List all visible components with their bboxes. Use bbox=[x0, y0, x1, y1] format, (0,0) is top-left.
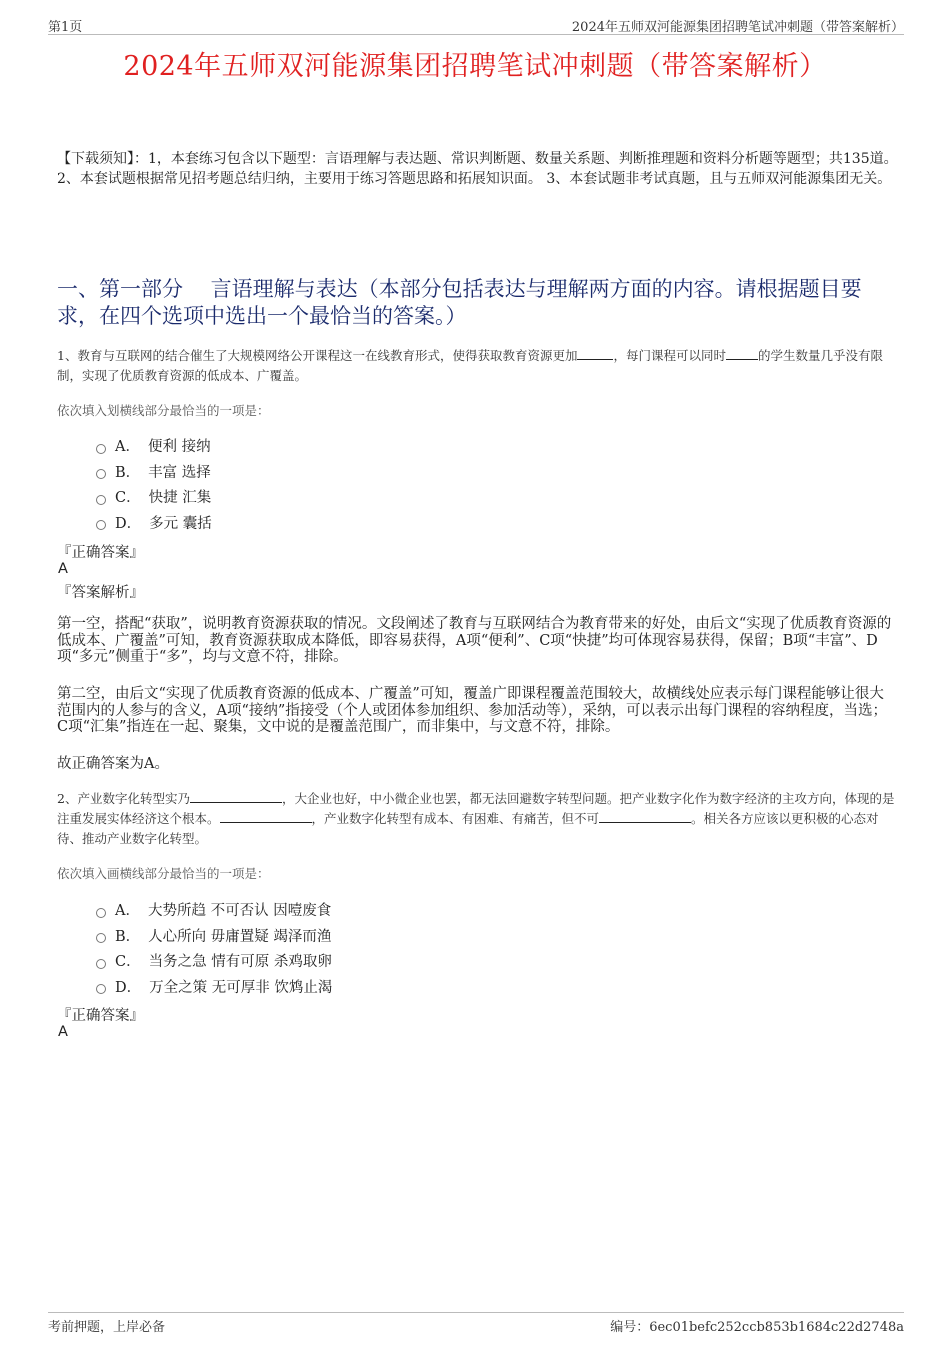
page-number: 第1页 bbox=[48, 20, 83, 35]
blank bbox=[577, 347, 613, 360]
page-footer bbox=[48, 1312, 904, 1333]
header-doc-title: 2024年五师双河能源集团招聘笔试冲刺题（带答案解析） bbox=[571, 20, 904, 35]
blank bbox=[220, 810, 312, 823]
radio-icon[interactable] bbox=[96, 469, 106, 479]
option-b[interactable]: B． 丰富 选择 bbox=[96, 459, 212, 485]
question-2-options bbox=[96, 897, 332, 999]
radio-icon[interactable] bbox=[96, 959, 106, 969]
answer-value: A bbox=[58, 561, 68, 577]
footer-doc-id: 编号：6ec01befc252ccb853b1684c22d2748a bbox=[610, 1320, 904, 1335]
blank bbox=[599, 810, 691, 823]
analysis-paragraph-2: 第二空，由后文“实现了优质教育资源的低成本、广覆盖”可知，覆盖广即课程覆盖范围较大，故横线处应表示每门课程能够让很大范围内的人参与的含义，A项“接纳”指接受（个人或团体参加组织、参加活动等），采纳，可以表示出每门课程的容纳程度，当选；C项“汇集”指连在一起、聚集，文中说的是覆盖范围广，而非集中，与文意不符，排除。 bbox=[57, 686, 888, 735]
radio-icon[interactable] bbox=[96, 984, 106, 994]
radio-icon[interactable] bbox=[96, 444, 106, 454]
option-d[interactable]: D． 万全之策 无可厚非 饮鸩止渴 bbox=[96, 974, 332, 1000]
page-header bbox=[48, 14, 904, 35]
blank bbox=[726, 347, 758, 360]
option-c[interactable]: C． 快捷 汇集 bbox=[96, 484, 212, 510]
option-b[interactable]: B． 人心所向 毋庸置疑 竭泽而渔 bbox=[96, 923, 332, 949]
option-a[interactable]: A． 大势所趋 不可否认 因噎废食 bbox=[96, 897, 332, 923]
radio-icon[interactable] bbox=[96, 933, 106, 943]
radio-icon[interactable] bbox=[96, 908, 106, 918]
answer-label: 『正确答案』 bbox=[57, 545, 144, 561]
question-2-instruction: 依次填入画横线部分最恰当的一项是： bbox=[57, 866, 270, 881]
option-a[interactable]: A． 便利 接纳 bbox=[96, 433, 212, 459]
radio-icon[interactable] bbox=[96, 520, 106, 530]
question-2-text: 2、产业数字化转型实乃 ，大企业也好，中小微企业也罢，都无法回避数字转型问题。把产业数字化作为数字经济的主攻方向，体现的是注重发展实体经济这个根本。 ，产业数字化转型有成本、有困难、有痛苦，但不可 。相关各方应该以更积极的心态对待、推动产业数字化转型。 bbox=[57, 791, 895, 846]
radio-icon[interactable] bbox=[96, 495, 106, 505]
analysis-label: 『答案解析』 bbox=[57, 585, 144, 601]
option-c[interactable]: C． 当务之急 情有可原 杀鸡取卵 bbox=[96, 948, 332, 974]
question-1-options bbox=[96, 433, 212, 535]
analysis-conclusion: 故正确答案为A。 bbox=[57, 756, 169, 772]
document-title: 2024年五师双河能源集团招聘笔试冲刺题（带答案解析） bbox=[123, 51, 827, 82]
question-1-text: 1、教育与互联网的结合催生了大规模网络公开课程这一在线教育形式，使得获取教育资源更加 ，每门课程可以同时 的学生数量几乎没有限制，实现了优质教育资源的低成本、广覆盖。 bbox=[57, 348, 883, 383]
answer-value: A bbox=[58, 1024, 68, 1040]
section-heading: 一、第一部分 言语理解与表达（本部分包括表达与理解两方面的内容。请根据题目要求，在四个选项中选出一个最恰当的答案。） bbox=[57, 277, 862, 328]
analysis-paragraph-1: 第一空，搭配“获取”，说明教育资源获取的情况。文段阐述了教育与互联网结合为教育带来的好处，由后文“实现了优质教育资源的低成本、广覆盖”可知，教育资源获取成本降低，即容易获得，A项“便利”、C项“快捷”均可体现容易获得，保留；B项“丰富”、D项“多元”侧重于“多”，均与文意不符，排除。 bbox=[57, 616, 892, 665]
footer-slogan: 考前押题，上岸必备 bbox=[48, 1320, 166, 1335]
answer-label: 『正确答案』 bbox=[57, 1008, 144, 1024]
option-d[interactable]: D． 多元 囊括 bbox=[96, 510, 212, 536]
blank bbox=[190, 790, 282, 803]
download-notice: 【下载须知】：1，本套练习包含以下题型：言语理解与表达题、常识判断题、数量关系题、判断推理题和资料分析题等题型；共135道。 2、本套试题根据常见招考题总结归纳，主要用于练习答题思路和拓展知识面。 3、本套试题非考试真题，且与五师双河能源集团无关。 bbox=[57, 151, 898, 187]
question-1-instruction: 依次填入划横线部分最恰当的一项是： bbox=[57, 403, 270, 418]
